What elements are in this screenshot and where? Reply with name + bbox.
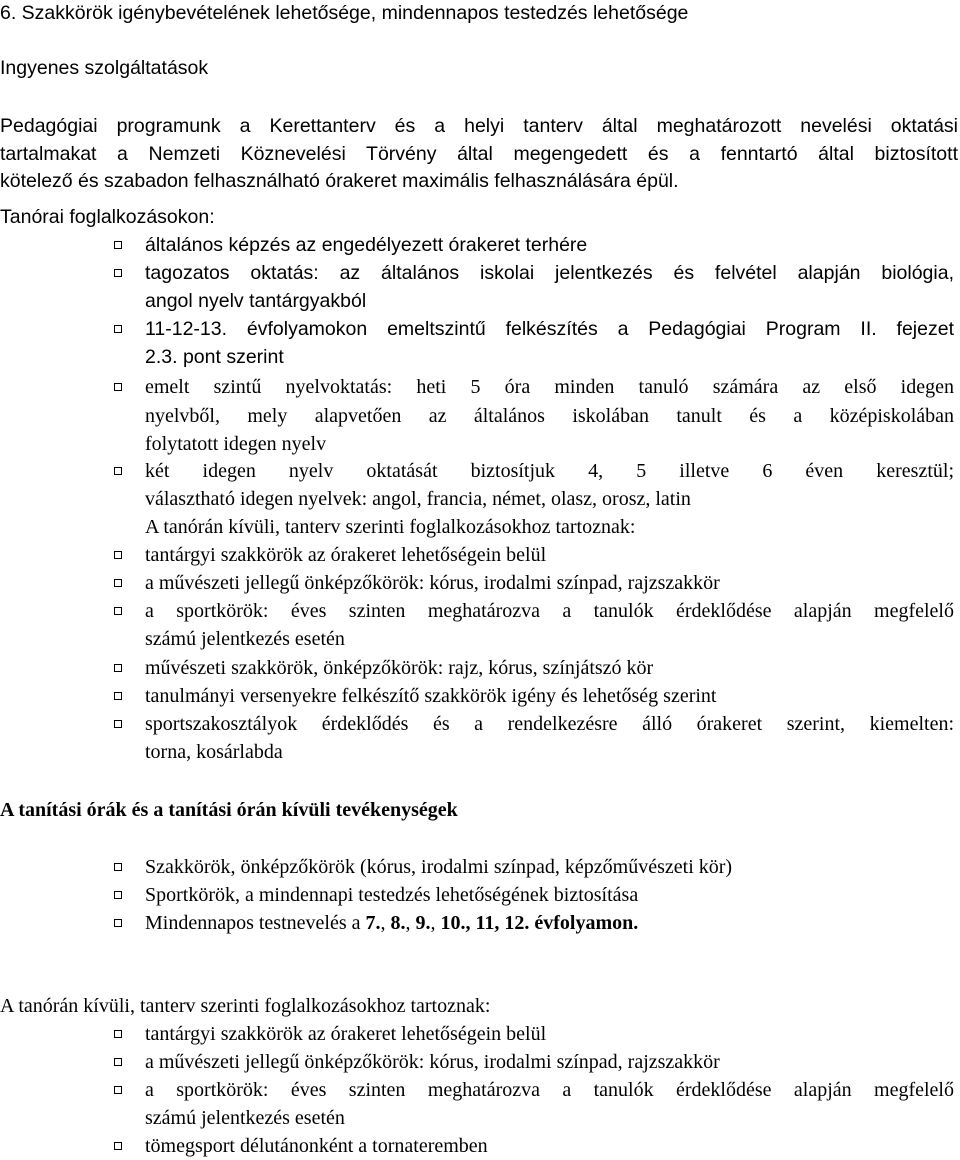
intro-line-2: tartalmakat a Nemzeti Köznevelési Törvény által megengedett és a fenntartó által biztosított xyxy=(0,143,958,165)
outside-item-2: a sportkörök: éves szinten meghatározva a tanulók érdeklődése alapján megfelelő xyxy=(145,1079,954,1101)
checkbox-bullet-icon xyxy=(114,269,122,277)
checkbox-bullet-icon xyxy=(114,1086,122,1094)
checkbox-bullet-icon xyxy=(114,325,122,333)
lessons-item: általános képzés az engedélyezett órakeret terhére xyxy=(145,234,588,256)
checkbox-bullet-icon xyxy=(114,579,122,587)
checkbox-bullet-icon xyxy=(114,1030,122,1038)
outside-item-cont: számú jelentkezés esetén xyxy=(145,628,345,650)
outside-item: sportszakosztályok érdeklődés és a rendelkezésre álló órakeret szerint, kiemelten: xyxy=(145,713,954,735)
section-item: Szakkörök, önképzőkörök (kórus, irodalmi színpad, képzőművészeti kör) xyxy=(145,856,733,878)
language-item: emelt szintű nyelvoktatás: heti 5 óra minden tanuló számára az első idegen xyxy=(145,376,954,398)
outside-item: tantárgyi szakkörök az órakeret lehetőségein belül xyxy=(145,544,547,566)
outside-item: a sportkörök: éves szinten meghatározva a tanulók érdeklődése alapján megfelelő xyxy=(145,600,954,622)
checkbox-bullet-icon xyxy=(114,551,122,559)
intro-line-1: Pedagógiai programunk a Kerettanterv és a helyi tanterv által meghatározott nevelési oktatási xyxy=(0,115,958,137)
language-item: két idegen nyelv oktatását biztosítjuk 4, 5 illetve 6 éven keresztül; xyxy=(145,460,954,482)
free-services-label: Ingyenes szolgáltatások xyxy=(0,57,209,79)
language-item-cont: folytatott idegen nyelv xyxy=(145,433,327,455)
checkbox-bullet-icon xyxy=(114,919,122,927)
intro-line-3: kötelező és szabadon felhasználható órakeret maximális felhasználására épül. xyxy=(0,170,679,192)
section-heading-6: 6. Szakkörök igénybevételének lehetősége, mindennapos testedzés lehetősége xyxy=(0,2,689,24)
lessons-item-cont: 2.3. pont szerint xyxy=(145,346,284,368)
outside-item: művészeti szakkörök, önképzőkörök: rajz, kórus, színjátszó kör xyxy=(145,657,654,679)
outside-item-2-cont: számú jelentkezés esetén xyxy=(145,1107,345,1129)
checkbox-bullet-icon xyxy=(114,692,122,700)
checkbox-bullet-icon xyxy=(114,1058,122,1066)
outside-item-2: a művészeti jellegű önképzőkörök: kórus, irodalmi színpad, rajzszakkör xyxy=(145,1051,720,1073)
outside-item-2: tömegsport délutánonként a tornateremben xyxy=(145,1135,488,1157)
section-item: Sportkörök, a mindennapi testedzés lehetőségének biztosítása xyxy=(145,884,639,906)
language-item-cont: választható idegen nyelvek: angol, francia, német, olasz, orosz, latin xyxy=(145,488,691,510)
section-title: A tanítási órák és a tanítási órán kívüli tevékenységek xyxy=(0,799,458,821)
checkbox-bullet-icon xyxy=(114,607,122,615)
outside-item: a művészeti jellegű önképzőkörök: kórus, irodalmi színpad, rajzszakkör xyxy=(145,572,720,594)
lessons-item: 11-12-13. évfolyamokon emeltszintű felkészítés a Pedagógiai Program II. fejezet xyxy=(145,318,954,340)
checkbox-bullet-icon xyxy=(114,241,122,249)
lessons-item-cont: angol nyelv tantárgyakból xyxy=(145,290,367,312)
checkbox-bullet-icon xyxy=(114,664,122,672)
checkbox-bullet-icon xyxy=(114,891,122,899)
outside-item-2: tantárgyi szakkörök az órakeret lehetőségein belül xyxy=(145,1023,547,1045)
outside-label-2: A tanórán kívüli, tanterv szerinti foglalkozásokhoz tartoznak: xyxy=(0,995,491,1017)
checkbox-bullet-icon xyxy=(114,467,122,475)
lessons-label: Tanórai foglalkozásokon: xyxy=(0,206,215,228)
checkbox-bullet-icon xyxy=(114,383,122,391)
outside-item: tanulmányi versenyekre felkészítő szakkörök igény és lehetőség szerint xyxy=(145,685,717,707)
lessons-item: tagozatos oktatás: az általános iskolai jelentkezés és felvétel alapján biológia, xyxy=(145,262,954,284)
language-item-cont: nyelvből, mely alapvetően az általános iskolában tanult és a középiskolában xyxy=(145,405,954,427)
outside-label-1: A tanórán kívüli, tanterv szerinti foglalkozásokhoz tartoznak: xyxy=(145,516,636,538)
checkbox-bullet-icon xyxy=(114,1142,122,1150)
pe-item: Mindennapos testnevelés a 7., 8., 9., 10., 11, 12. évfolyamon. xyxy=(145,912,639,934)
checkbox-bullet-icon xyxy=(114,720,122,728)
outside-item-cont: torna, kosárlabda xyxy=(145,741,283,763)
checkbox-bullet-icon xyxy=(114,863,122,871)
